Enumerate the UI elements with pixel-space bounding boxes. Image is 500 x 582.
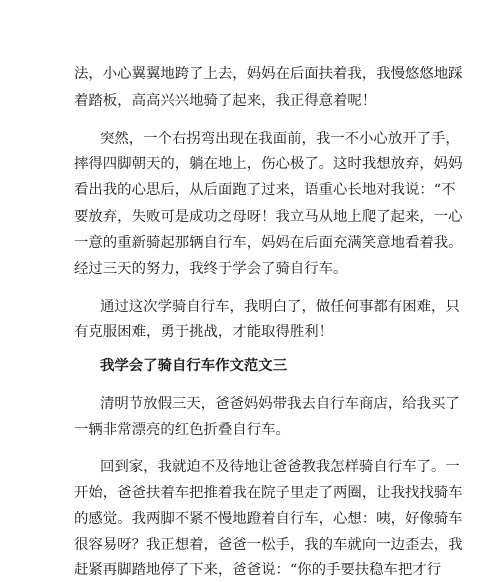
text-line: 着踏板，高高兴兴地骑了起来，我正得意着呢！: [74, 93, 377, 109]
text-line: 要放弃，失败可是成功之母呀！我立马从地上爬了起来，一心: [74, 209, 463, 225]
text-line: 法，小心翼翼地跨了上去，妈妈在后面扶着我，我慢悠悠地踩: [74, 66, 463, 82]
text-line: 经过三天的努力，我终于学会了骑自行车。: [74, 261, 348, 277]
text-line: 很容易呀？我正想着，爸爸一松手，我的车就向一边歪去，我: [74, 537, 463, 553]
text-line: 赶紧再脚踏地停了下来，爸爸说：“你的手要扶稳车把才行: [74, 562, 442, 578]
text-line: 看出我的心思后，从后面跑了过来，语重心长地对我说：“不: [74, 182, 456, 198]
text-line: 回到家，我就迫不及待地让爸爸教我怎样骑自行车了。一: [100, 459, 460, 475]
text-line: 一意的重新骑起那辆自行车，妈妈在后面充满笑意地看着我。: [74, 235, 463, 251]
text-line: 摔得四脚朝天的，躺在地上，伤心极了。这时我想放弃，妈妈: [74, 156, 463, 172]
text-line: 突然，一个右拐弯出现在我面前，我一不小心放开了手，: [100, 131, 460, 147]
text-line: 有克服困难，勇于挑战，才能取得胜利！: [74, 324, 334, 340]
text-line: 的感觉。我两脚不紧不慢地蹬着自行车，心想：咦，好像骑车: [74, 511, 463, 527]
text-line: 通过这次学骑自行车，我明白了，做任何事都有困难，只: [100, 299, 460, 315]
text-line: 一辆非常漂亮的红色折叠自行车。: [74, 422, 290, 438]
text-line: 清明节放假三天，爸爸妈妈带我去自行车商店，给我买了: [100, 396, 460, 412]
section-heading: 我学会了骑自行车作文范文三: [100, 357, 288, 374]
text-line: 开始，爸爸扶着车把推着我在院子里走了两圈，让我找找骑车: [74, 485, 463, 501]
